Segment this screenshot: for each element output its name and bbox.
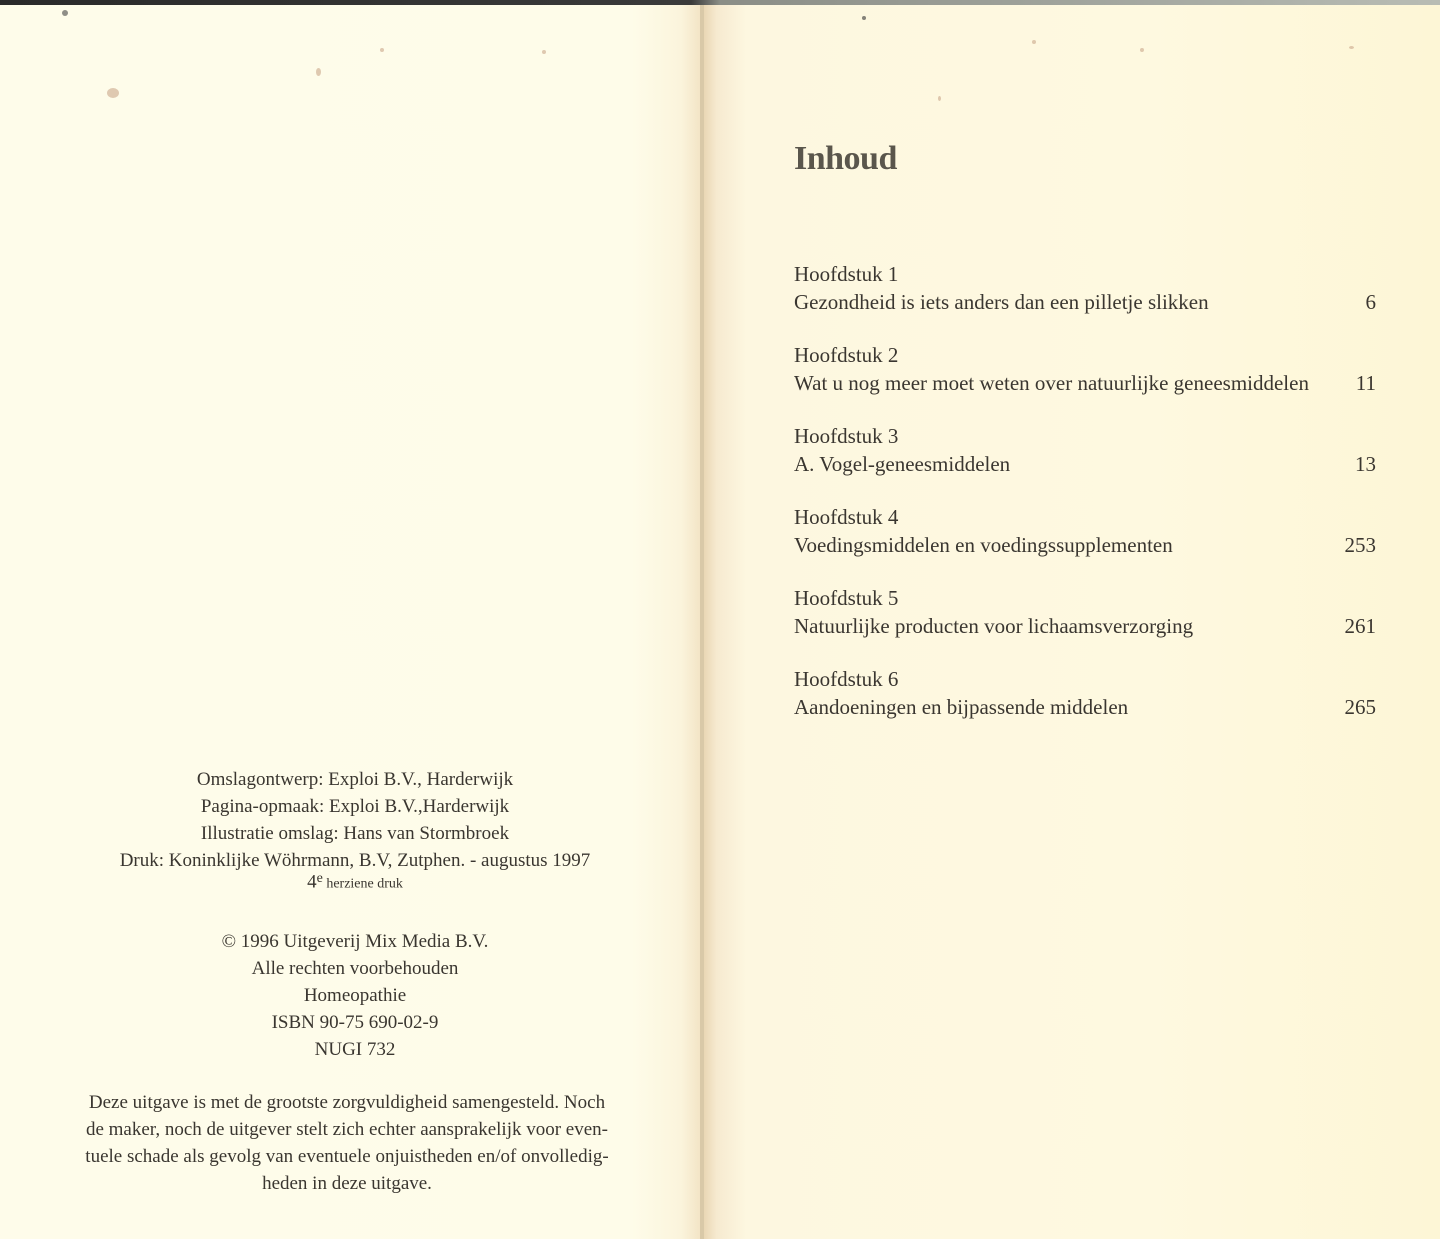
toc-page-number: 265 — [1344, 695, 1376, 719]
disclaimer-block — [62, 1089, 632, 1197]
credits-block — [60, 766, 650, 892]
paper-speck — [542, 50, 546, 54]
isbn-line: ISBN 90-75 690-02-9 — [271, 1012, 439, 1033]
toc-row — [794, 288, 1376, 316]
paper-speck — [938, 96, 941, 101]
paper-speck — [1032, 40, 1036, 44]
toc-chapter-title: Aandoeningen en bijpassende middelen — [794, 695, 1129, 719]
toc-page-number: 11 — [1355, 371, 1376, 395]
page-title: Inhoud — [794, 140, 897, 177]
toc-entry — [794, 665, 1376, 746]
credit-cover-design: Omslagontwerp: Exploi B.V., Harderwijk — [196, 769, 514, 790]
subject-line: Homeopathie — [303, 985, 407, 1006]
credit-printing: Druk: Koninklijke Wöhrmann, B.V, Zutphen. - augustus 1997 — [119, 850, 591, 871]
toc-row — [794, 369, 1376, 397]
rights-block — [60, 928, 650, 1063]
book-gutter — [700, 5, 704, 1239]
paper-speck — [862, 16, 866, 20]
toc-row — [794, 450, 1376, 478]
disclaimer-line: de maker, noch de uitgever stelt zich echter aansprakelijk voor even- — [85, 1119, 609, 1140]
toc-chapter-title: Natuurlijke producten voor lichaamsverzorging — [794, 614, 1194, 638]
toc-chapter-label: Hoofdstuk 6 — [794, 667, 899, 691]
toc-row — [794, 531, 1376, 559]
toc-entry — [794, 422, 1376, 503]
toc-chapter-label: Hoofdstuk 1 — [794, 262, 899, 286]
credit-page-layout: Pagina-opmaak: Exploi B.V.,Harderwijk — [200, 796, 510, 817]
edition-note: 4e herziene druk — [307, 871, 403, 893]
toc-entry — [794, 584, 1376, 665]
copyright-line: © 1996 Uitgeverij Mix Media B.V. — [221, 931, 489, 952]
disclaimer-line: Deze uitgave is met de grootste zorgvuldigheid samengesteld. Noch — [88, 1092, 606, 1113]
toc-entry — [794, 260, 1376, 341]
toc-chapter-label: Hoofdstuk 5 — [794, 586, 899, 610]
toc-page-number: 6 — [1365, 290, 1376, 314]
toc-chapter-label: Hoofdstuk 2 — [794, 343, 899, 367]
toc-chapter-title: Gezondheid is iets anders dan een pilletje slikken — [794, 290, 1209, 314]
toc-chapter-title: A. Vogel-geneesmiddelen — [794, 452, 1011, 476]
toc-page-number: 253 — [1344, 533, 1376, 557]
toc-entry — [794, 341, 1376, 422]
paper-speck — [62, 10, 68, 16]
credit-cover-illustration: Illustratie omslag: Hans van Stormbroek — [200, 823, 510, 844]
paper-speck — [316, 68, 321, 76]
paper-speck — [380, 48, 384, 52]
nugi-line: NUGI 732 — [314, 1039, 396, 1060]
disclaimer-line: heden in deze uitgave. — [262, 1173, 432, 1194]
toc-page-number: 13 — [1355, 452, 1376, 476]
disclaimer-line: tuele schade als gevolg van eventuele onjuistheden en/of onvolledig- — [85, 1146, 609, 1167]
toc-entry — [794, 503, 1376, 584]
table-of-contents — [794, 260, 1376, 746]
paper-speck — [1349, 46, 1354, 49]
toc-row — [794, 612, 1376, 640]
toc-chapter-title: Voedingsmiddelen en voedingssupplementen — [794, 533, 1173, 557]
toc-chapter-label: Hoofdstuk 3 — [794, 424, 899, 448]
toc-chapter-title: Wat u nog meer moet weten over natuurlijke geneesmiddelen — [794, 371, 1309, 395]
paper-speck — [107, 88, 119, 98]
toc-row — [794, 693, 1376, 721]
toc-page-number: 261 — [1344, 614, 1376, 638]
toc-chapter-label: Hoofdstuk 4 — [794, 505, 899, 529]
rights-reserved: Alle rechten voorbehouden — [251, 958, 459, 979]
paper-speck — [1140, 48, 1144, 52]
